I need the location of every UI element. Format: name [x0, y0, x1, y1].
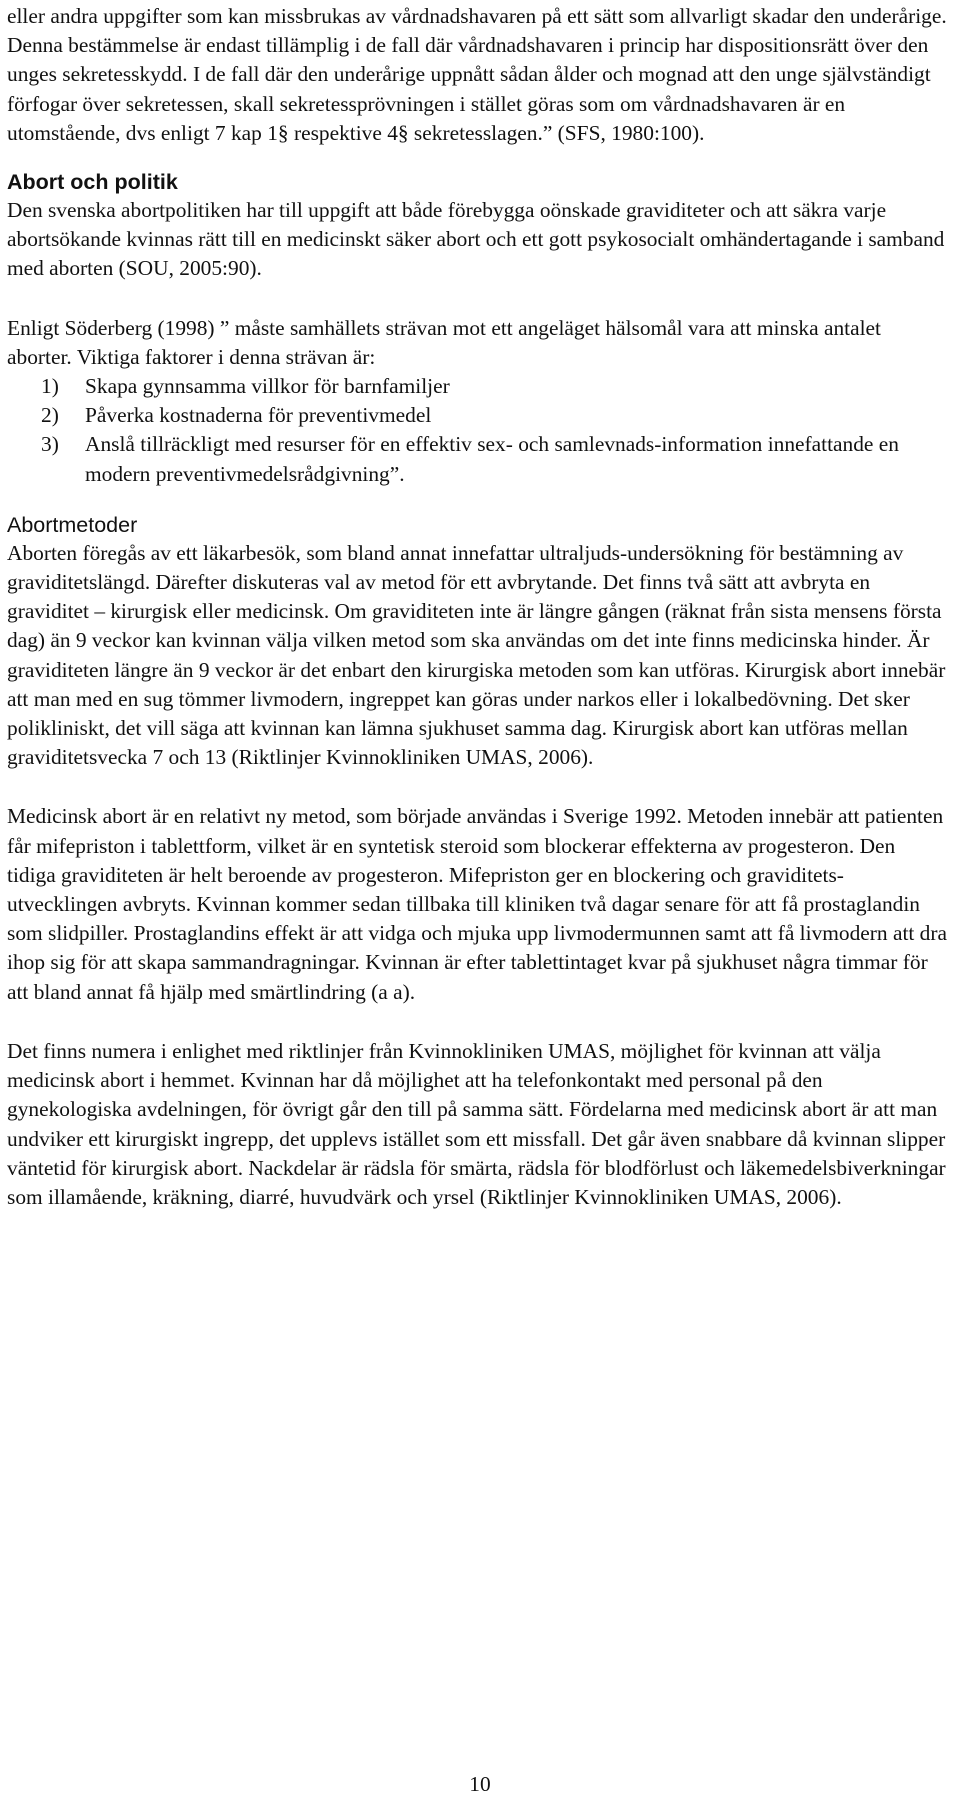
intro-paragraph: eller andra uppgifter som kan missbrukas av vårdnadshavaren på ett sätt som allvarligt skadar den underårige. Denna bestämmelse är endast tillämplig i de fall där vårdnadshavaren i princip har dispositionsrätt över den unges sekretesskydd. I de fall där den underårige uppnått sådan ålder och mognad att den unge självständigt förfogar över sekretessen, skall sekretessprövningen i stället göras som om vårdnadshavaren är en utomstående, dvs enligt 7 kap 1§ respektive 4§ sekretesslagen.” (SFS, 1980:100). [7, 4, 947, 145]
list-item [7, 430, 947, 488]
document-page [7, 0, 947, 1212]
abortpolitik-paragraph: Den svenska abortpolitiken har till uppgift att både förebygga oönskade graviditeter och att säkra varje abortsökande kvinnas rätt till en medicinskt säker abort och ett gott psykosocialt omhändertagande i samband med aborten (SOU, 2005:90). [7, 198, 945, 281]
heading-abort-och-politik: Abort och politik [7, 170, 178, 195]
list-item-text: Skapa gynnsamma villkor för barnfamiljer [85, 374, 450, 399]
medicinsk-abort-paragraph: Medicinsk abort är en relativt ny metod, som började användas i Sverige 1992. Metoden innebär att patienten får mifepriston i tablettform, vilket är en syntetisk steroid som blockerar effekterna av progesteron. Den tidiga graviditeten är helt beroende av progesteron. Mifepriston ger en blockering och graviditets-utvecklingen avbryts. Kvinnan kommer sedan tillbaka till kliniken två dagar senare för att få prostaglandin som slidpiller. Prostaglandins effekt är att vidga och mjuka upp livmodermunnen samt att få livmodern att dra ihop sig för att skapa sammandragningar. Kvinnan är efter tablettintaget kvar på sjukhuset några timmar för att bland annat få hjälp med smärtlindring (a a). [7, 804, 947, 1004]
medicinsk-abort-hemmet-paragraph: Det finns numera i enlighet med riktlinjer från Kvinnokliniken UMAS, möjlighet för kvinnan att välja medicinsk abort i hemmet. Kvinnan har då möjlighet att ha telefonkontakt med personal på den gynekologiska avdelningen, för övrigt går den till på samma sätt. Fördelarna med medicinsk abort är att man undviker ett kirurgiskt ingrepp, det upplevs istället som ett missfall. Det går även snabbare då kvinnan slipper väntetid för kirurgisk abort. Nackdelar är rädsla för smärta, rädsla för blodförlust och läkemedelsbiverkningar som illamående, kräkning, diarré, huvudvärk och yrsel (Riktlinjer Kvinnokliniken UMAS, 2006). [7, 1038, 946, 1209]
list-item-number: 3) [41, 432, 59, 457]
list-item-number: 1) [41, 374, 59, 399]
heading-abortmetoder: Abortmetoder [7, 512, 138, 537]
abortmetoder-paragraph: Aborten föregås av ett läkarbesök, som bland annat innefattar ultraljuds-undersökning för bestämning av graviditetslängd. Därefter diskuteras val av metod för ett avbrytande. Det finns två sätt att avbryta en graviditet – kirurgisk eller medicinsk. Om graviditeten inte är längre gången (räknat från sista mensens första dag) än 9 veckor kan kvinnan välja vilken metod som ska användas om det inte finns medicinska hinder. Är graviditeten längre än 9 veckor är det enbart den kirurgiska metoden som kan utföras. Kirurgisk abort innebär att man med en sug tömmer livmodern, ingreppet kan göras under narkos eller i lokalbedövning. Det sker polikliniskt, det vill säga att kvinnan kan lämna sjukhuset samma dag. Kirurgisk abort kan utföras mellan graviditetsvecka 7 och 13 (Riktlinjer Kvinnokliniken UMAS, 2006). [7, 540, 946, 770]
factors-list [7, 372, 947, 489]
list-item [7, 401, 947, 430]
page-number: 10 [469, 1772, 491, 1796]
list-item-text: Påverka kostnaderna för preventivmedel [85, 403, 432, 428]
list-item-text: Anslå tillräckligt med resurser för en effektiv sex- och samlevnads-information innefattande en modern preventivmedelsrådgivning”. [85, 432, 899, 486]
list-item-number: 2) [41, 403, 59, 428]
soderberg-paragraph: Enligt Söderberg (1998) ” måste samhällets strävan mot ett angeläget hälsomål vara att minska antalet aborter. Viktiga faktorer i denna strävan är: [7, 315, 881, 369]
list-item [7, 372, 947, 401]
